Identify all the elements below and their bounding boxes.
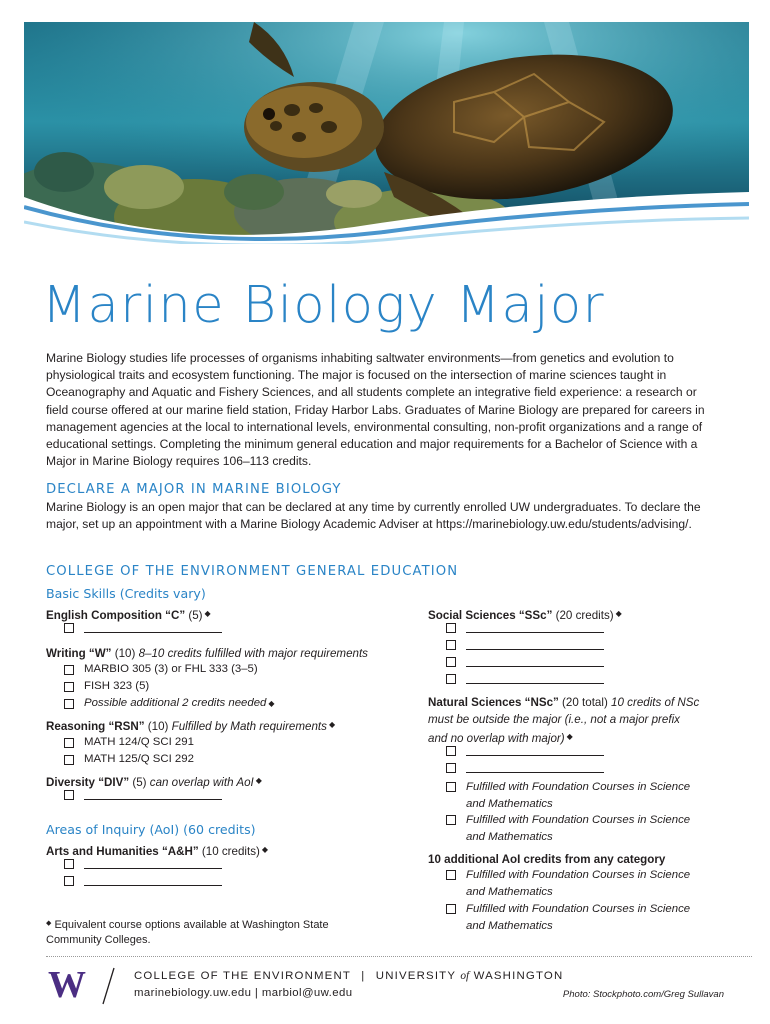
english-composition-credits: (5) xyxy=(188,609,203,622)
checkbox[interactable] xyxy=(446,674,456,684)
diamond-icon: ◆ xyxy=(46,920,52,927)
diamond-icon: ◆ xyxy=(261,845,269,854)
reasoning-label: Reasoning “RSN” xyxy=(46,720,145,733)
logo-letter: W xyxy=(48,967,86,1001)
diversity-entry-row xyxy=(64,789,222,800)
university-name: UNIVERSITY xyxy=(375,970,456,982)
foundation-item-label: Fulfilled with Foundation Courses in Science and Mathematics xyxy=(466,781,691,810)
checkbox[interactable] xyxy=(446,657,456,667)
arts-humanities-label: Arts and Humanities “A&H” xyxy=(46,845,199,858)
course-entry-line[interactable] xyxy=(466,622,604,633)
footer-divider xyxy=(46,956,752,957)
declare-major-paragraph: Marine Biology is an open major that can be declared at any time by currently enrolled UW undergraduates. To declare the major, set up an appointment with a Marine Biology Academic Adviser at https://marinebiology.uw.edu/students/advising/. xyxy=(46,500,701,532)
natural-sciences-note-text: and no overlap with major) xyxy=(428,732,565,745)
university-of: of xyxy=(460,970,470,982)
footnote-text: Equivalent course options available at Washington State Community Colleges. xyxy=(46,919,329,946)
reasoning-requirement xyxy=(46,716,335,735)
reasoning-credits: (10) xyxy=(147,720,169,733)
course-entry-line[interactable] xyxy=(84,858,222,869)
natural-sciences-credits: (20 total) xyxy=(562,696,608,709)
page-title: Marine Biology Major xyxy=(42,276,606,335)
course-entry-line[interactable] xyxy=(84,789,222,800)
reasoning-item-label: MATH 125/Q SCI 292 xyxy=(84,753,194,765)
writing-item-label: MARBIO 305 (3) or FHL 333 (3–5) xyxy=(84,663,258,675)
uw-w-logo-icon xyxy=(44,967,90,1006)
writing-item-row xyxy=(64,678,149,695)
separator: | xyxy=(361,970,366,982)
declare-major-heading: DECLARE A MAJOR IN MARINE BIOLOGY xyxy=(46,482,342,497)
course-entry-line[interactable] xyxy=(466,639,604,650)
diversity-credits: (5) xyxy=(132,776,147,789)
diversity-note: can overlap with AoI xyxy=(149,776,254,789)
uw-logo-graphic xyxy=(44,967,90,1001)
checkbox[interactable] xyxy=(446,640,456,650)
checkbox[interactable] xyxy=(64,790,74,800)
checkbox[interactable] xyxy=(446,782,456,792)
checkbox[interactable] xyxy=(446,746,456,756)
checkbox[interactable] xyxy=(64,665,74,675)
course-entry-line[interactable] xyxy=(466,762,604,773)
writing-credits: (10) xyxy=(114,647,136,660)
arts-entry-row xyxy=(64,858,222,869)
course-entry-line[interactable] xyxy=(84,875,222,886)
college-name: COLLEGE OF THE ENVIRONMENT xyxy=(134,970,351,982)
foundation-item-label: Fulfilled with Foundation Courses in Science and Mathematics xyxy=(466,869,691,898)
arts-humanities-credits: (10 credits) xyxy=(201,845,260,858)
foundation-item-label: Fulfilled with Foundation Courses in Science and Mathematics xyxy=(466,903,691,932)
additional-foundation-item xyxy=(446,867,706,901)
reasoning-item-row xyxy=(64,734,194,751)
natural-sciences-note-line xyxy=(428,711,680,728)
course-entry-line[interactable] xyxy=(466,656,604,667)
footer-organization xyxy=(134,970,563,982)
natural-entry-row xyxy=(446,762,604,773)
checkbox[interactable] xyxy=(64,699,74,709)
social-entry-row xyxy=(446,622,604,633)
foundation-item-label: Fulfilled with Foundation Courses in Science and Mathematics xyxy=(466,814,691,843)
checkbox[interactable] xyxy=(446,904,456,914)
additional-aoi-label: 10 additional AoI credits from any category xyxy=(428,853,666,866)
basic-skills-heading: Basic Skills (Credits vary) xyxy=(46,586,206,601)
english-composition-label: English Composition “C” xyxy=(46,609,186,622)
footer-slash-divider xyxy=(100,966,116,1011)
hero-photo-sea-turtle xyxy=(24,22,749,244)
intro-paragraph: Marine Biology studies life processes of organisms inhabiting saltwater environments—from genetics and evolution to physiological traits and ecosystem functioning. The major is focused on the intersection of marine sciences taught in Oceanography and Aquatic and Fishery Sciences, and all students complete an integrative field experience: a research or field course offered at our marine field station, Friday Harbor Labs. Graduates of Marine Biology are prepared for careers in management agencies at the local to international levels, environmental consulting, non-profit organizations and a range of educational settings. Completing the minimum general education and major requirements for a Bachelor of Science with a Major in Marine Biology requires 106–113 credits. xyxy=(46,351,705,469)
diamond-icon: ◆ xyxy=(566,732,573,741)
writing-item-label: FISH 323 (5) xyxy=(84,680,150,692)
checkbox[interactable] xyxy=(446,763,456,773)
natural-foundation-item xyxy=(446,812,706,846)
writing-note: 8–10 credits fulfilled with major requirements xyxy=(138,647,368,660)
photo-credit: Photo: Stockphoto.com/Greg Sullavan xyxy=(562,989,724,1000)
footnote xyxy=(46,916,366,948)
social-entry-row xyxy=(446,656,604,667)
course-entry-line[interactable] xyxy=(466,673,604,684)
sea-turtle-image xyxy=(24,22,749,244)
course-entry-line[interactable] xyxy=(466,745,604,756)
writing-item-label: Possible additional 2 credits needed xyxy=(84,697,267,709)
natural-entry-row xyxy=(446,745,604,756)
checkbox[interactable] xyxy=(64,859,74,869)
diamond-icon: ◆ xyxy=(204,609,211,618)
checkbox[interactable] xyxy=(64,755,74,765)
social-entry-row xyxy=(446,673,604,684)
natural-foundation-item xyxy=(446,779,706,813)
checkbox[interactable] xyxy=(446,815,456,825)
footer-contact[interactable]: marinebiology.uw.edu | marbiol@uw.edu xyxy=(134,987,353,999)
arts-entry-row xyxy=(64,875,222,886)
additional-aoi-requirement xyxy=(428,851,665,868)
diamond-icon: ◆ xyxy=(328,720,336,729)
writing-item-row xyxy=(64,661,258,678)
course-entry-line[interactable] xyxy=(84,622,222,633)
writing-label: Writing “W” xyxy=(46,647,112,660)
natural-sciences-note-text: must be outside the major (i.e., not a major prefix xyxy=(428,713,680,726)
reasoning-item-label: MATH 124/Q SCI 291 xyxy=(84,736,194,748)
reasoning-note: Fulfilled by Math requirements xyxy=(171,720,327,733)
social-entry-row xyxy=(446,639,604,650)
social-sciences-label: Social Sciences “SSc” xyxy=(428,609,553,622)
areas-of-inquiry-heading: Areas of Inquiry (AoI) (60 credits) xyxy=(46,822,256,837)
natural-sciences-note: 10 credits of NSc xyxy=(611,696,700,709)
writing-requirement xyxy=(46,645,368,662)
checkbox[interactable] xyxy=(64,682,74,692)
general-education-heading: COLLEGE OF THE ENVIRONMENT GENERAL EDUCATION xyxy=(46,564,459,579)
writing-item-row xyxy=(64,695,275,712)
checkbox[interactable] xyxy=(64,876,74,886)
social-sciences-credits: (20 credits) xyxy=(555,609,614,622)
natural-sciences-label: Natural Sciences “NSc” xyxy=(428,696,559,709)
diamond-icon: ◆ xyxy=(255,776,262,785)
natural-sciences-requirement xyxy=(428,694,699,711)
checkbox[interactable] xyxy=(446,870,456,880)
checkbox[interactable] xyxy=(446,623,456,633)
english-composition-entry-row xyxy=(64,622,222,633)
diamond-icon: ◆ xyxy=(268,699,275,708)
diamond-icon: ◆ xyxy=(615,609,622,618)
diversity-label: Diversity “DIV” xyxy=(46,776,130,789)
additional-foundation-item xyxy=(446,901,706,935)
checkbox[interactable] xyxy=(64,623,74,633)
checkbox[interactable] xyxy=(64,738,74,748)
washington-name: WASHINGTON xyxy=(473,970,564,982)
reasoning-item-row xyxy=(64,751,194,768)
